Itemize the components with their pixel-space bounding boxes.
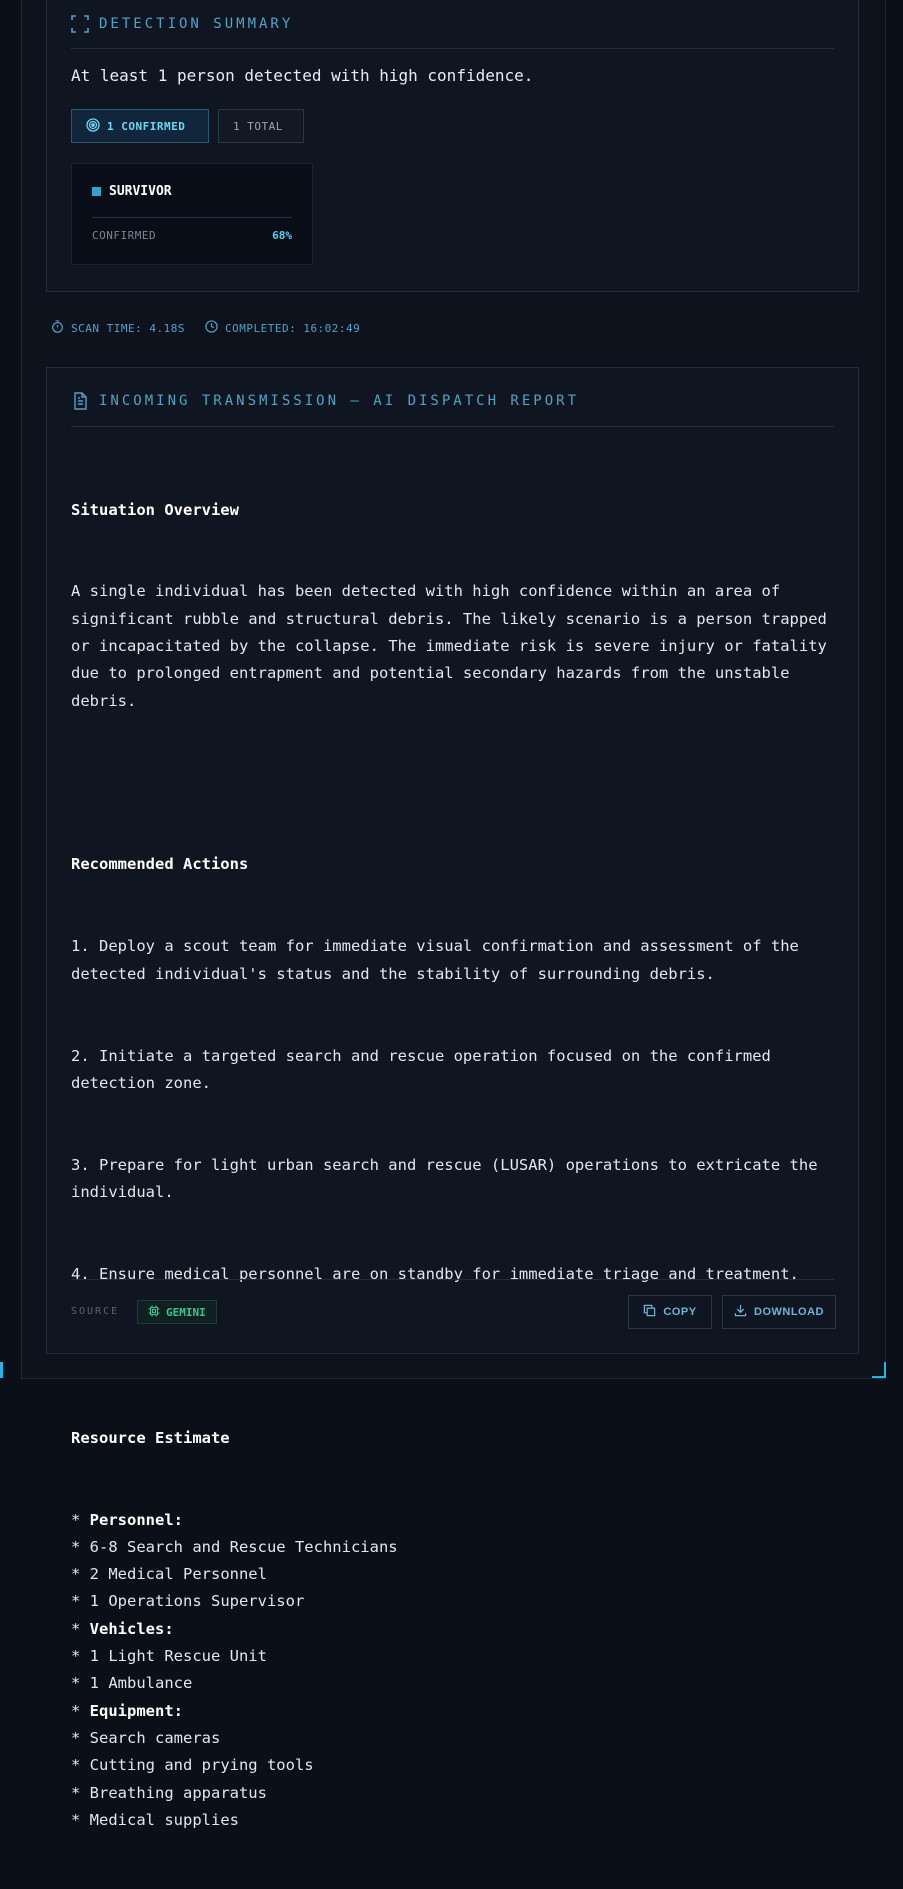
resource-bullet: *	[71, 1674, 90, 1693]
resource-item	[71, 1725, 841, 1752]
resource-bullet: *	[71, 1565, 90, 1584]
action-item: 1. Deploy a scout team for immediate visual confirmation and assessment of the detected individual's status and the stability of surrounding debris.	[71, 937, 809, 983]
chip-icon	[148, 1305, 160, 1320]
resource-bullet: *	[71, 1592, 90, 1611]
survivor-divider	[92, 217, 292, 218]
clock-icon	[205, 320, 218, 336]
resource-item	[71, 1507, 841, 1534]
completed-time-label: COMPLETED: 16:02:49	[224, 321, 361, 335]
survivor-card[interactable]	[71, 163, 313, 265]
source-badge	[137, 1300, 217, 1324]
confirmed-count-label: 1 CONFIRMED	[107, 119, 186, 133]
copy-button[interactable]	[628, 1295, 712, 1329]
corner-accent-right-bottom	[872, 1376, 886, 1378]
resource-item	[71, 1807, 841, 1834]
dispatch-report-body	[71, 442, 841, 1889]
corner-accent-left	[0, 1362, 3, 1378]
resource-bullet: *	[71, 1701, 90, 1720]
resource-bullet: *	[71, 1647, 90, 1666]
resource-text: Medical supplies	[89, 1810, 239, 1829]
target-icon	[86, 118, 100, 135]
download-button-label: DOWNLOAD	[754, 1306, 824, 1318]
scan-frame-icon	[71, 15, 89, 33]
resource-text: 1 Light Rescue Unit	[89, 1647, 267, 1666]
resource-text: Breathing apparatus	[89, 1783, 267, 1802]
stopwatch-icon	[51, 320, 64, 336]
completed-time	[205, 320, 360, 336]
resource-text: Equipment:	[89, 1701, 183, 1720]
resource-item	[71, 1616, 841, 1643]
total-count-chip[interactable]	[218, 109, 304, 143]
dispatch-report-card	[46, 367, 859, 1829]
download-button[interactable]	[722, 1295, 836, 1329]
survivor-label: SURVIVOR	[109, 184, 172, 199]
survivor-marker-icon	[92, 187, 101, 196]
resource-item	[71, 1780, 841, 1807]
resource-heading: Resource Estimate	[71, 1428, 230, 1447]
copy-button-label: COPY	[663, 1306, 697, 1318]
dispatch-report-title: INCOMING TRANSMISSION — AI DISPATCH REPORT	[99, 393, 580, 409]
resource-bullet: *	[71, 1510, 90, 1529]
detection-summary-header	[71, 0, 834, 49]
survivor-status: CONFIRMED	[92, 229, 157, 242]
resource-bullet: *	[71, 1756, 90, 1775]
survivor-title	[92, 184, 172, 199]
situation-heading: Situation Overview	[71, 500, 239, 519]
survivor-confidence: 68%	[272, 229, 292, 242]
source-label: SOURCE	[71, 1306, 120, 1317]
detection-summary-title: DETECTION SUMMARY	[99, 16, 294, 32]
resource-bullet: *	[71, 1728, 90, 1747]
report-footer	[71, 1279, 834, 1342]
source-value: GEMINI	[166, 1305, 206, 1319]
resource-bullet: *	[71, 1810, 90, 1829]
total-count-label: 1 TOTAL	[233, 119, 283, 133]
scan-meta-row	[51, 320, 360, 336]
action-item: 4. Ensure medical personnel are on standby for immediate triage and treatment.	[71, 1264, 799, 1283]
resource-item	[71, 1534, 841, 1561]
resource-text: Cutting and prying tools	[89, 1756, 314, 1775]
copy-icon	[643, 1304, 656, 1320]
resource-text: 2 Medical Personnel	[89, 1565, 267, 1584]
resource-item	[71, 1752, 841, 1779]
resource-list	[71, 1507, 841, 1835]
resource-item	[71, 1670, 841, 1697]
action-item: 2. Initiate a targeted search and rescue operation focused on the confirmed detection zone.	[71, 1046, 781, 1092]
detection-summary-text: At least 1 person detected with high confidence.	[71, 66, 534, 85]
resource-text: Search cameras	[89, 1728, 221, 1747]
resource-bullet: *	[71, 1619, 90, 1638]
document-icon	[71, 392, 89, 410]
resource-item	[71, 1698, 841, 1725]
situation-text: A single individual has been detected with high confidence within an area of significant rubble and structural debris. The likely scenario is a person trapped or incapacitated by the collapse. The immediate risk is severe injury or fatality due to prolonged entrapment and potential secondary hazards from the unstable debris.	[71, 582, 837, 710]
actions-heading: Recommended Actions	[71, 855, 249, 874]
resource-item	[71, 1588, 841, 1615]
resource-bullet: *	[71, 1537, 90, 1556]
resource-text: Vehicles:	[89, 1619, 174, 1638]
action-item: 3. Prepare for light urban search and rescue (LUSAR) operations to extricate the individual.	[71, 1155, 827, 1202]
resource-bullet: *	[71, 1783, 90, 1802]
scan-time	[51, 320, 185, 336]
resource-item	[71, 1561, 841, 1588]
resource-text: 1 Ambulance	[89, 1674, 193, 1693]
dispatch-report-header	[71, 376, 834, 427]
resource-text: 6-8 Search and Rescue Technicians	[89, 1537, 398, 1556]
download-icon	[734, 1304, 747, 1320]
confirmed-count-chip[interactable]	[71, 109, 209, 143]
detection-summary-card	[46, 0, 859, 292]
resource-text: 1 Operations Supervisor	[89, 1592, 305, 1611]
resource-text: Personnel:	[89, 1510, 183, 1529]
scan-time-label: SCAN TIME: 4.18S	[71, 321, 185, 335]
resource-item	[71, 1643, 841, 1670]
